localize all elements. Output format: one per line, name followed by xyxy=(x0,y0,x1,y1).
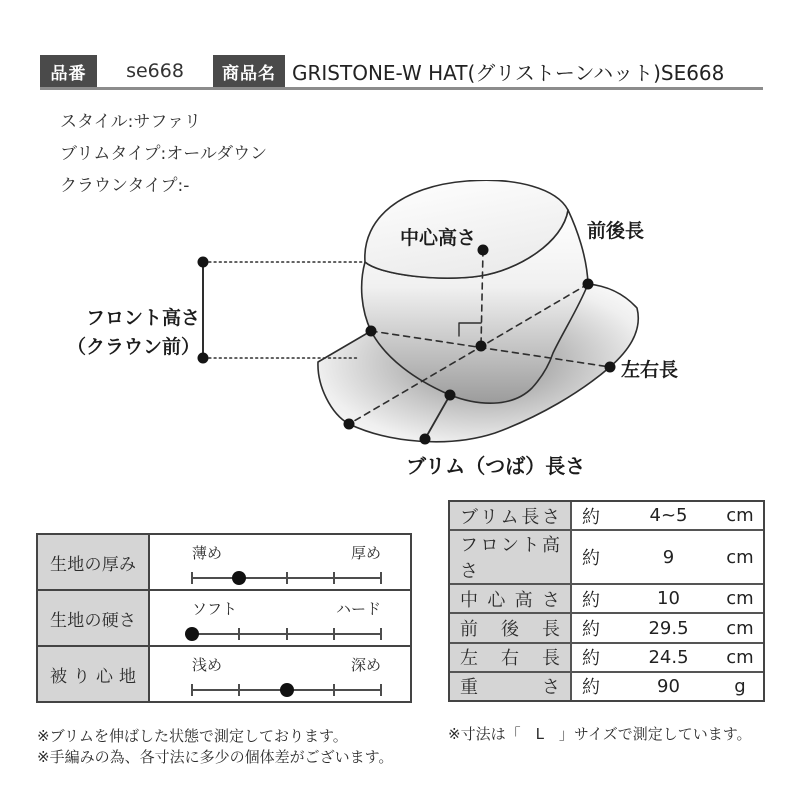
left-right-length-label: 左右長 xyxy=(621,359,679,381)
measure-label: 前後長 xyxy=(460,619,560,640)
product-code-label: 品番 xyxy=(40,55,97,87)
measure-row xyxy=(450,642,763,671)
brim-length-label: ブリム（つば）長さ xyxy=(406,454,586,478)
product-code-value: se668 xyxy=(126,60,184,82)
header-divider xyxy=(40,87,763,90)
measure-label: ブリム長さ xyxy=(460,506,560,528)
front-height-label-line2: （クラウン前） xyxy=(66,336,200,358)
rating-label: 被り心地 xyxy=(38,647,150,701)
fabric-rating-table xyxy=(36,533,412,703)
scale-max-label: ハード xyxy=(335,600,381,618)
measure-approx: 約 xyxy=(582,677,600,699)
spec-style: スタイル:サファリ xyxy=(60,112,202,132)
measure-unit: g xyxy=(734,675,746,697)
measure-label: 左右長 xyxy=(460,648,560,670)
front-height-label-line1: フロント高さ xyxy=(85,307,200,329)
product-name-value: GRISTONE-W HAT(グリストーンハット)SE668 xyxy=(292,60,725,85)
rating-slider xyxy=(192,682,381,698)
measure-row xyxy=(450,529,763,583)
spec-crown-type: クラウンタイプ:- xyxy=(60,176,190,196)
rating-dot xyxy=(280,683,294,697)
scale-max-label: 深め xyxy=(350,656,381,674)
measure-unit: cm xyxy=(726,505,754,527)
rating-row-fit xyxy=(38,645,410,701)
measure-row xyxy=(450,612,763,641)
measure-value: 9 xyxy=(662,546,675,568)
note-size-basis: ※寸法は「 L 」サイズで測定しています。 xyxy=(448,725,752,743)
measure-unit: cm xyxy=(726,646,754,668)
rating-dot xyxy=(232,571,246,585)
measure-value: 10 xyxy=(657,588,680,610)
scale-min-label: 浅め xyxy=(192,656,223,674)
scale-min-label: ソフト xyxy=(192,600,238,618)
front-height-label xyxy=(20,304,200,362)
measure-label: フロント高さ xyxy=(460,535,560,583)
measure-approx: 約 xyxy=(582,619,600,640)
rating-scale xyxy=(150,647,410,701)
center-height-label: 中心高さ xyxy=(400,227,477,249)
rating-row-thickness xyxy=(38,535,410,589)
measure-row xyxy=(450,502,763,529)
rating-slider xyxy=(192,626,381,642)
spec-brim-type: ブリムタイプ:オールダウン xyxy=(60,144,268,164)
rating-row-hardness xyxy=(38,589,410,645)
measure-row xyxy=(450,583,763,612)
scale-min-label: 薄め xyxy=(192,544,223,562)
note-brim-measured: ※ブリムを伸ばした状態で測定しております。 xyxy=(37,727,348,745)
rating-scale xyxy=(150,535,410,589)
front-back-length-label: 前後長 xyxy=(587,220,645,242)
measure-approx: 約 xyxy=(582,648,600,670)
rating-label: 生地の厚み xyxy=(38,535,150,589)
rating-label: 生地の硬さ xyxy=(38,591,150,645)
measure-value: 29.5 xyxy=(648,617,689,639)
note-handmade-variance: ※手編みの為、各寸法に多少の個体差がございます。 xyxy=(37,748,394,766)
rating-dot xyxy=(185,627,199,641)
scale-max-label: 厚め xyxy=(350,544,381,562)
measure-label: 重さ xyxy=(460,677,560,699)
measure-value: 90 xyxy=(657,675,680,697)
measure-approx: 約 xyxy=(582,506,600,528)
measure-approx: 約 xyxy=(582,589,600,611)
measure-unit: cm xyxy=(726,588,754,610)
measure-unit: cm xyxy=(726,546,754,568)
measure-value: 24.5 xyxy=(648,646,689,668)
measure-row xyxy=(450,671,763,700)
size-measurements-table xyxy=(448,500,765,702)
measure-label: 中心高さ xyxy=(460,589,560,611)
measure-value: 4~5 xyxy=(649,505,688,527)
measure-unit: cm xyxy=(726,617,754,639)
product-name-label: 商品名 xyxy=(213,55,285,87)
rating-scale xyxy=(150,591,410,645)
measure-approx: 約 xyxy=(582,548,600,570)
rating-slider xyxy=(192,570,381,586)
